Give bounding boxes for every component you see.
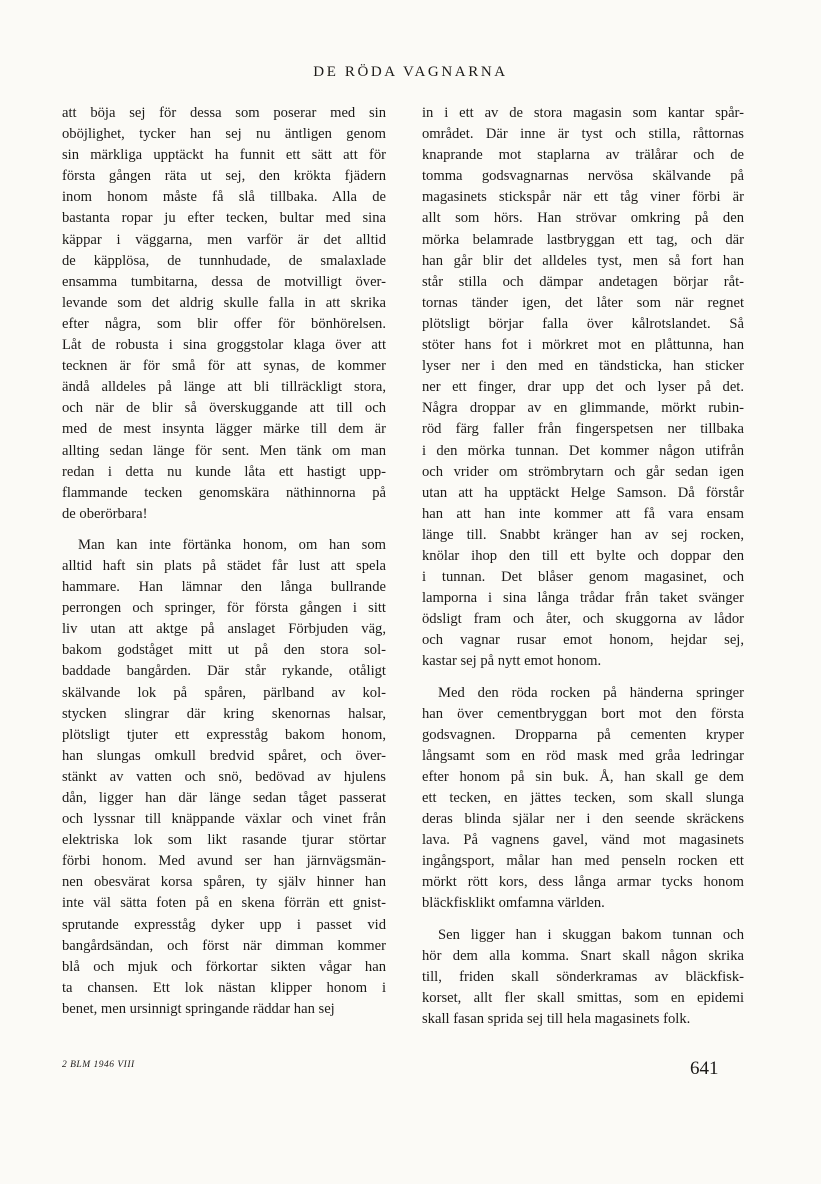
text-line: blå och mjuk och förkortar sikten vågar han <box>62 958 386 975</box>
paragraph <box>422 103 744 673</box>
text-line: bangårdsändan, och först när dimman kommer <box>62 937 386 954</box>
page-number: 641 <box>690 1058 719 1079</box>
text-line: redan i detta nu kunde låta ett hastigt upp- <box>62 463 386 480</box>
paragraph <box>422 925 744 1030</box>
text-line: Med den röda rocken på händerna springer <box>438 684 744 701</box>
text-line: ödsligt fram och åter, och skuggorna av lådor <box>422 611 744 628</box>
text-line: alltid haft sin plats på städet får lust att spela <box>62 557 386 574</box>
text-line: mörkt rött kors, dess långa armar tycks honom <box>422 874 744 891</box>
text-line: Några droppar av en glimmande, mörkt rubin- <box>422 400 744 417</box>
text-line: tomma godsvagnarnas nervösa skälvande på <box>422 168 744 185</box>
text-line: allt som hörs. Han strövar omkring på den <box>422 210 744 227</box>
text-line: står stilla och dämpar andetagen börjar råt- <box>422 273 744 290</box>
text-line: korset, allt fler skall smittas, som en epidemi <box>422 989 744 1006</box>
text-line: långsamt som en röd mask med gråa ledringar <box>422 747 744 764</box>
text-line: röd färg faller från fingerspetsen ner tillbaka <box>422 421 744 438</box>
text-line: käppar i väggarna, men varför är det alltid <box>62 231 386 248</box>
text-line: och lyssnar till knäppande växlar och vinet från <box>62 811 386 828</box>
text-line: ändå alldeles på länge att bli tillräckligt stora, <box>62 379 386 396</box>
text-line: första gången räta ut sej, den krökta fjädern <box>62 168 386 185</box>
text-line: baddade bangården. Där står rykande, otåligt <box>62 663 386 680</box>
text-line: mörka belamrade lastbryggan ett tag, och där <box>422 231 744 248</box>
text-line: ner ett finger, drar upp det och lyser på det. <box>422 379 744 396</box>
text-line: med de mest insynta lägger märke till dem är <box>62 421 386 438</box>
text-line: skälvande lok på spåren, pärlband av kol- <box>62 684 386 701</box>
text-line: allting sedan länge för sent. Men tänk om man <box>62 442 386 459</box>
text-line: hör dem alla komma. Snart skall någon skrika <box>422 947 744 964</box>
text-line: och vagnar rusar emot honom, hejdar sej, <box>422 632 744 649</box>
text-line: plötsligt tjuter ett expresståg bakom honom, <box>62 726 386 743</box>
text-line: efter honom på sin buk. Å, han skall ge dem <box>422 768 744 785</box>
text-line: in i ett av de stora magasin som kantar spår- <box>422 105 744 121</box>
text-line: sin märkliga upptäckt ha funnit ett sätt att för <box>62 147 386 164</box>
text-line: oböjlighet, tycker han sej nu äntligen genom <box>62 126 386 143</box>
paragraph <box>62 535 386 1020</box>
text-line: förbi honom. Med avund ser han järnvägsmän- <box>62 853 386 870</box>
text-line: Låt de robusta i sina groggstolar klaga över att <box>62 337 386 354</box>
text-line: han slungas omkull bredvid spåret, och över- <box>62 747 386 764</box>
text-line: skall fasan sprida sej till hela magasinets folk. <box>422 1010 691 1027</box>
text-line: flammande tecken genomskära näthinnorna på <box>62 484 386 501</box>
text-line: bläckfisklikt omfamna världen. <box>422 895 605 912</box>
text-line: plötsligt börjar falla över kålrotslandet. Så <box>422 315 744 332</box>
text-line: han över cementbryggan bort mot den första <box>422 705 744 722</box>
text-line: ett tecken, en jättes tecken, som skall slunga <box>422 790 744 806</box>
text-line: benet, men ursinnigt springande räddar han sej <box>62 1000 335 1017</box>
text-line: lyser ner i den med en tändsticka, han sticker <box>422 358 744 375</box>
text-line: inom honom måste få slå tillbaka. Alla de <box>62 189 386 206</box>
text-line: länge till. Snabbt kränger han av sej rocken, <box>422 526 744 543</box>
text-line: bakom godståget mitt ut på den stora sol- <box>62 642 386 659</box>
text-line: deras blinda själar ner i den seende skräckens <box>422 811 744 828</box>
text-line: stöter hans fot i mörkret mot en plåttunna, han <box>422 337 744 354</box>
text-line: tecknen är för små för att synas, de kommer <box>62 358 386 375</box>
text-line: liv utan att aktge på anslaget Förbjuden väg, <box>62 621 386 638</box>
right-column <box>422 103 744 1030</box>
left-column <box>62 103 386 1020</box>
text-line: till, friden skall sönderkramas av bläckfisk- <box>422 968 744 985</box>
text-line: lava. På vagnens gavel, vänd mot magasinets <box>422 832 744 849</box>
paragraph <box>62 103 386 525</box>
text-line: ingångsport, målar han med penseln rocken ett <box>422 853 744 870</box>
paragraph <box>422 683 744 915</box>
paragraph-gap <box>422 915 744 925</box>
text-line: ensamma tumbitarna, dessa de motvilligt över- <box>62 273 386 290</box>
text-line: bastanta ropar ju efter tecken, bultar med sina <box>62 210 386 227</box>
text-line: knölar ihop den till ett bylte och doppar den <box>422 547 744 564</box>
text-line: elektriska lok som likt rasande tjurar störtar <box>62 832 386 849</box>
text-line: hammare. Han lämnar den långa bullrande <box>62 579 386 596</box>
text-line: i den mörka tunnan. Det kommer någon utifrån <box>422 442 744 459</box>
text-line: stycken slingrar där kring skenornas halsar, <box>62 705 386 722</box>
text-line: kastar sej på nytt emot honom. <box>422 653 602 670</box>
text-line: i tunnan. Det blåser genom magasinet, och <box>422 569 744 586</box>
text-line: perrongen och springer, för första gången i sitt <box>62 600 386 617</box>
text-line: han går blir det alldeles tyst, men så fort han <box>422 252 744 269</box>
text-line: sprutande expresståg dyker upp i passet vid <box>62 916 386 933</box>
text-line: lamporna i sina långa trådar från taket svänger <box>422 590 744 607</box>
text-line: knaprande mot staplarna av trälårar och de <box>422 147 744 164</box>
text-line: de oberörbara! <box>62 505 148 522</box>
text-line: Man kan inte förtänka honom, om han som <box>78 536 386 553</box>
text-line: dån, ligger han där länge sedan tåget passerat <box>62 790 386 806</box>
text-line: stänkt av vatten och snö, bedövad av hjulens <box>62 768 386 785</box>
text-line: och vrider om strömbrytarn och går sedan igen <box>422 463 744 480</box>
paragraph-gap <box>62 525 386 535</box>
text-line: godsvagnen. Dropparna på cementen kryper <box>422 726 744 743</box>
text-line: Sen ligger han i skuggan bakom tunnan och <box>438 926 744 943</box>
text-line: inte väl sätta foten på en skena förrän ett gnist- <box>62 895 386 912</box>
text-line: att böja sej för dessa som poserar med sin <box>62 105 386 121</box>
text-line: nen obesvärat korsa spåren, ty själv hinner han <box>62 874 386 891</box>
text-line: efter några, som blir offer för bönhörelsen. <box>62 315 386 332</box>
text-line: utan att ha upptäckt Helge Samson. Då förstår <box>422 484 744 501</box>
text-line: han att han inte kommer att få vara ensam <box>422 505 744 522</box>
printer-signature: 2 BLM 1946 VIII <box>62 1060 135 1070</box>
text-line: levande som det aldrig skulle falla in att skrika <box>62 294 386 311</box>
text-line: de käpplösa, de tunnhudade, de smalaxlade <box>62 252 386 269</box>
running-title: DE RÖDA VAGNARNA <box>313 64 508 80</box>
text-line: ta chansen. Ett lok nästan klipper honom i <box>62 979 386 996</box>
text-line: tornas tänder igen, det låter som när regnet <box>422 294 744 311</box>
paragraph-gap <box>422 673 744 683</box>
text-line: området. Där inne är tyst och stilla, råttornas <box>422 126 744 143</box>
text-line: magasinets stickspår när ett tåg viner förbi är <box>422 189 744 206</box>
text-line: och när de blir så överskuggande att till och <box>62 400 386 417</box>
